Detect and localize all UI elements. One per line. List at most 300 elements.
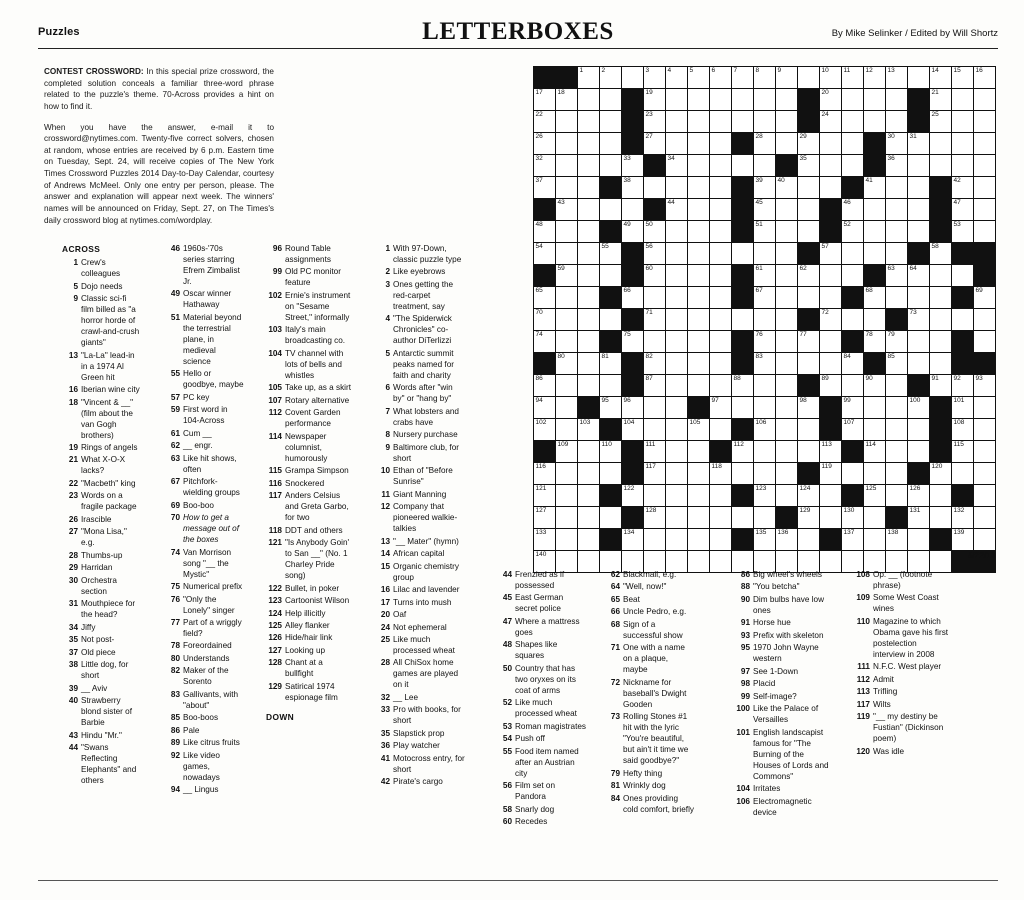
grid-cell[interactable] bbox=[842, 529, 864, 551]
grid-cell[interactable] bbox=[908, 529, 930, 551]
grid-cell[interactable] bbox=[908, 199, 930, 221]
grid-cell[interactable] bbox=[578, 155, 600, 177]
grid-cell[interactable] bbox=[842, 111, 864, 133]
grid-cell[interactable] bbox=[688, 133, 710, 155]
grid-cell[interactable] bbox=[666, 441, 688, 463]
clue-item[interactable] bbox=[62, 515, 140, 526]
grid-cell[interactable] bbox=[556, 529, 578, 551]
grid-cell[interactable] bbox=[842, 419, 864, 441]
grid-cell[interactable] bbox=[710, 177, 732, 199]
grid-cell[interactable] bbox=[908, 177, 930, 199]
clue-item[interactable] bbox=[374, 466, 466, 488]
clue-item[interactable] bbox=[604, 712, 694, 767]
grid-cell[interactable] bbox=[820, 177, 842, 199]
clue-item[interactable] bbox=[62, 563, 140, 574]
grid-cell[interactable] bbox=[732, 507, 754, 529]
grid-cell[interactable] bbox=[534, 177, 556, 199]
clue-item[interactable] bbox=[734, 582, 829, 593]
grid-cell[interactable] bbox=[732, 375, 754, 397]
clue-item[interactable] bbox=[496, 617, 586, 639]
clue-item[interactable] bbox=[604, 620, 694, 642]
grid-cell[interactable] bbox=[688, 67, 710, 89]
clue-item[interactable] bbox=[164, 393, 244, 404]
clue-item[interactable] bbox=[374, 658, 466, 691]
grid-cell[interactable] bbox=[666, 265, 688, 287]
grid-cell[interactable] bbox=[864, 375, 886, 397]
grid-cell[interactable] bbox=[710, 243, 732, 265]
grid-cell[interactable] bbox=[688, 287, 710, 309]
grid-cell[interactable] bbox=[952, 199, 974, 221]
clue-item[interactable] bbox=[734, 784, 829, 795]
clue-item[interactable] bbox=[374, 729, 466, 740]
grid-cell[interactable] bbox=[688, 353, 710, 375]
grid-cell[interactable] bbox=[600, 463, 622, 485]
grid-cell[interactable] bbox=[556, 265, 578, 287]
clue-item[interactable] bbox=[374, 705, 466, 727]
clue-item[interactable] bbox=[374, 502, 466, 535]
grid-cell[interactable] bbox=[886, 199, 908, 221]
clue-item[interactable] bbox=[164, 405, 244, 427]
clue-item[interactable] bbox=[62, 443, 140, 454]
grid-cell[interactable] bbox=[556, 89, 578, 111]
grid-cell[interactable] bbox=[556, 133, 578, 155]
clue-item[interactable] bbox=[62, 351, 140, 384]
grid-cell[interactable] bbox=[820, 287, 842, 309]
grid-cell[interactable] bbox=[622, 287, 644, 309]
grid-cell[interactable] bbox=[776, 309, 798, 331]
grid-cell[interactable] bbox=[864, 111, 886, 133]
clue-item[interactable] bbox=[266, 526, 351, 537]
grid-cell[interactable] bbox=[666, 419, 688, 441]
grid-cell[interactable] bbox=[952, 133, 974, 155]
grid-cell[interactable] bbox=[886, 419, 908, 441]
clue-item[interactable] bbox=[266, 325, 351, 347]
clue-item[interactable] bbox=[266, 491, 351, 524]
grid-cell[interactable] bbox=[842, 353, 864, 375]
grid-cell[interactable] bbox=[974, 177, 996, 199]
clue-item[interactable] bbox=[62, 479, 140, 490]
grid-cell[interactable] bbox=[578, 507, 600, 529]
grid-cell[interactable] bbox=[666, 485, 688, 507]
clue-item[interactable] bbox=[374, 537, 466, 548]
clue-item[interactable] bbox=[604, 570, 694, 581]
clue-item[interactable] bbox=[266, 244, 351, 266]
clue-item[interactable] bbox=[374, 549, 466, 560]
grid-cell[interactable] bbox=[622, 529, 644, 551]
grid-cell[interactable] bbox=[776, 111, 798, 133]
grid-cell[interactable] bbox=[578, 529, 600, 551]
grid-cell[interactable] bbox=[622, 397, 644, 419]
grid-cell[interactable] bbox=[930, 133, 952, 155]
grid-cell[interactable] bbox=[864, 287, 886, 309]
clue-item[interactable] bbox=[604, 607, 694, 618]
grid-cell[interactable] bbox=[864, 397, 886, 419]
clue-item[interactable] bbox=[164, 548, 244, 581]
grid-cell[interactable] bbox=[578, 177, 600, 199]
grid-cell[interactable] bbox=[798, 199, 820, 221]
grid-cell[interactable] bbox=[886, 353, 908, 375]
clue-item[interactable] bbox=[734, 679, 829, 690]
grid-cell[interactable] bbox=[666, 221, 688, 243]
grid-cell[interactable] bbox=[886, 133, 908, 155]
clue-item[interactable] bbox=[62, 455, 140, 477]
grid-cell[interactable] bbox=[688, 331, 710, 353]
grid-cell[interactable] bbox=[952, 397, 974, 419]
clue-item[interactable] bbox=[496, 734, 586, 745]
grid-cell[interactable] bbox=[974, 419, 996, 441]
clue-item[interactable] bbox=[62, 648, 140, 659]
grid-cell[interactable] bbox=[864, 485, 886, 507]
grid-cell[interactable] bbox=[754, 177, 776, 199]
clue-item[interactable] bbox=[496, 570, 586, 592]
clue-item[interactable] bbox=[266, 408, 351, 430]
clue-item[interactable] bbox=[854, 593, 949, 615]
clue-item[interactable] bbox=[604, 678, 694, 711]
grid-cell[interactable] bbox=[864, 331, 886, 353]
grid-cell[interactable] bbox=[578, 419, 600, 441]
clue-item[interactable] bbox=[496, 747, 586, 780]
grid-cell[interactable] bbox=[666, 67, 688, 89]
clue-item[interactable] bbox=[604, 582, 694, 593]
grid-cell[interactable] bbox=[534, 397, 556, 419]
grid-cell[interactable] bbox=[710, 309, 732, 331]
grid-cell[interactable] bbox=[776, 243, 798, 265]
grid-cell[interactable] bbox=[864, 309, 886, 331]
grid-cell[interactable] bbox=[908, 419, 930, 441]
grid-cell[interactable] bbox=[974, 529, 996, 551]
grid-cell[interactable] bbox=[820, 331, 842, 353]
grid-cell[interactable] bbox=[820, 375, 842, 397]
grid-cell[interactable] bbox=[864, 463, 886, 485]
grid-cell[interactable] bbox=[578, 441, 600, 463]
clue-item[interactable] bbox=[62, 385, 140, 396]
grid-cell[interactable] bbox=[820, 485, 842, 507]
grid-cell[interactable] bbox=[798, 331, 820, 353]
grid-cell[interactable] bbox=[732, 309, 754, 331]
grid-cell[interactable] bbox=[930, 155, 952, 177]
clue-item[interactable] bbox=[62, 635, 140, 646]
clue-item[interactable] bbox=[62, 684, 140, 695]
grid-cell[interactable] bbox=[600, 397, 622, 419]
grid-cell[interactable] bbox=[864, 507, 886, 529]
grid-cell[interactable] bbox=[776, 485, 798, 507]
grid-cell[interactable] bbox=[908, 287, 930, 309]
grid-cell[interactable] bbox=[556, 485, 578, 507]
grid-cell[interactable] bbox=[644, 89, 666, 111]
grid-cell[interactable] bbox=[776, 529, 798, 551]
grid-cell[interactable] bbox=[886, 397, 908, 419]
grid-cell[interactable] bbox=[886, 67, 908, 89]
grid-cell[interactable] bbox=[534, 463, 556, 485]
clue-item[interactable] bbox=[496, 781, 586, 803]
clue-item[interactable] bbox=[496, 698, 586, 720]
grid-cell[interactable] bbox=[688, 221, 710, 243]
grid-cell[interactable] bbox=[908, 67, 930, 89]
grid-cell[interactable] bbox=[622, 155, 644, 177]
clue-item[interactable] bbox=[266, 658, 351, 680]
grid-cell[interactable] bbox=[776, 177, 798, 199]
clue-item[interactable] bbox=[62, 599, 140, 621]
clue-item[interactable] bbox=[374, 777, 466, 788]
grid-cell[interactable] bbox=[974, 309, 996, 331]
grid-cell[interactable] bbox=[908, 331, 930, 353]
grid-cell[interactable] bbox=[930, 463, 952, 485]
grid-cell[interactable] bbox=[534, 529, 556, 551]
grid-cell[interactable] bbox=[776, 89, 798, 111]
grid-cell[interactable] bbox=[534, 221, 556, 243]
grid-cell[interactable] bbox=[798, 485, 820, 507]
grid-cell[interactable] bbox=[886, 287, 908, 309]
grid-cell[interactable] bbox=[556, 353, 578, 375]
grid-cell[interactable] bbox=[534, 309, 556, 331]
grid-cell[interactable] bbox=[930, 111, 952, 133]
clue-item[interactable] bbox=[266, 682, 351, 704]
clue-item[interactable] bbox=[374, 585, 466, 596]
grid-cell[interactable] bbox=[732, 67, 754, 89]
grid-cell[interactable] bbox=[688, 419, 710, 441]
grid-cell[interactable] bbox=[930, 89, 952, 111]
grid-cell[interactable] bbox=[952, 177, 974, 199]
clue-item[interactable] bbox=[854, 712, 949, 745]
clue-item[interactable] bbox=[164, 313, 244, 368]
grid-cell[interactable] bbox=[534, 287, 556, 309]
grid-cell[interactable] bbox=[688, 177, 710, 199]
clue-item[interactable] bbox=[266, 479, 351, 490]
grid-cell[interactable] bbox=[864, 221, 886, 243]
grid-cell[interactable] bbox=[776, 375, 798, 397]
grid-cell[interactable] bbox=[710, 155, 732, 177]
grid-cell[interactable] bbox=[974, 331, 996, 353]
grid-cell[interactable] bbox=[864, 529, 886, 551]
grid-cell[interactable] bbox=[952, 507, 974, 529]
grid-cell[interactable] bbox=[930, 265, 952, 287]
clue-item[interactable] bbox=[374, 383, 466, 405]
grid-cell[interactable] bbox=[776, 67, 798, 89]
grid-cell[interactable] bbox=[754, 507, 776, 529]
grid-cell[interactable] bbox=[842, 89, 864, 111]
grid-cell[interactable] bbox=[578, 287, 600, 309]
clue-item[interactable] bbox=[62, 660, 140, 682]
grid-cell[interactable] bbox=[798, 67, 820, 89]
grid-cell[interactable] bbox=[578, 67, 600, 89]
grid-cell[interactable] bbox=[600, 89, 622, 111]
grid-cell[interactable] bbox=[710, 331, 732, 353]
clue-item[interactable] bbox=[164, 618, 244, 640]
clue-item[interactable] bbox=[62, 398, 140, 442]
grid-cell[interactable] bbox=[600, 133, 622, 155]
grid-cell[interactable] bbox=[952, 89, 974, 111]
clue-item[interactable] bbox=[374, 635, 466, 657]
clue-item[interactable] bbox=[164, 654, 244, 665]
grid-cell[interactable] bbox=[644, 177, 666, 199]
grid-cell[interactable] bbox=[688, 463, 710, 485]
grid-cell[interactable] bbox=[798, 177, 820, 199]
grid-cell[interactable] bbox=[666, 177, 688, 199]
grid-cell[interactable] bbox=[908, 155, 930, 177]
grid-cell[interactable] bbox=[534, 485, 556, 507]
grid-cell[interactable] bbox=[820, 155, 842, 177]
clue-item[interactable] bbox=[854, 570, 949, 592]
grid-cell[interactable] bbox=[842, 309, 864, 331]
clue-item[interactable] bbox=[164, 595, 244, 617]
grid-cell[interactable] bbox=[886, 463, 908, 485]
clue-item[interactable] bbox=[266, 633, 351, 644]
clue-item[interactable] bbox=[62, 743, 140, 787]
clue-item[interactable] bbox=[854, 687, 949, 698]
grid-cell[interactable] bbox=[974, 221, 996, 243]
clue-item[interactable] bbox=[266, 396, 351, 407]
grid-cell[interactable] bbox=[578, 111, 600, 133]
clue-item[interactable] bbox=[496, 640, 586, 662]
grid-cell[interactable] bbox=[732, 111, 754, 133]
clue-item[interactable] bbox=[374, 430, 466, 441]
clue-item[interactable] bbox=[604, 643, 694, 676]
grid-cell[interactable] bbox=[578, 265, 600, 287]
clue-item[interactable] bbox=[266, 621, 351, 632]
grid-cell[interactable] bbox=[864, 243, 886, 265]
grid-cell[interactable] bbox=[578, 463, 600, 485]
grid-cell[interactable] bbox=[842, 67, 864, 89]
clue-item[interactable] bbox=[62, 731, 140, 742]
grid-cell[interactable] bbox=[952, 441, 974, 463]
clue-item[interactable] bbox=[374, 443, 466, 465]
grid-cell[interactable] bbox=[578, 485, 600, 507]
grid-cell[interactable] bbox=[666, 309, 688, 331]
grid-cell[interactable] bbox=[710, 507, 732, 529]
grid-cell[interactable] bbox=[556, 199, 578, 221]
grid-cell[interactable] bbox=[578, 331, 600, 353]
clue-item[interactable] bbox=[734, 595, 829, 617]
clue-item[interactable] bbox=[604, 781, 694, 792]
grid-cell[interactable] bbox=[600, 243, 622, 265]
grid-cell[interactable] bbox=[688, 309, 710, 331]
grid-cell[interactable] bbox=[930, 353, 952, 375]
grid-cell[interactable] bbox=[556, 419, 578, 441]
grid-cell[interactable] bbox=[644, 529, 666, 551]
grid-cell[interactable] bbox=[952, 111, 974, 133]
grid-cell[interactable] bbox=[644, 111, 666, 133]
grid-cell[interactable] bbox=[534, 243, 556, 265]
grid-cell[interactable] bbox=[666, 89, 688, 111]
clue-item[interactable] bbox=[266, 584, 351, 595]
grid-cell[interactable] bbox=[644, 243, 666, 265]
grid-cell[interactable] bbox=[930, 375, 952, 397]
clue-item[interactable] bbox=[374, 562, 466, 584]
clue-item[interactable] bbox=[266, 383, 351, 394]
clue-item[interactable] bbox=[164, 690, 244, 712]
clue-item[interactable] bbox=[266, 466, 351, 477]
grid-cell[interactable] bbox=[556, 463, 578, 485]
grid-cell[interactable] bbox=[952, 463, 974, 485]
grid-cell[interactable] bbox=[644, 375, 666, 397]
grid-cell[interactable] bbox=[644, 507, 666, 529]
grid-cell[interactable] bbox=[710, 67, 732, 89]
grid-cell[interactable] bbox=[798, 221, 820, 243]
grid-cell[interactable] bbox=[952, 309, 974, 331]
grid-cell[interactable] bbox=[666, 397, 688, 419]
grid-cell[interactable] bbox=[644, 397, 666, 419]
grid-cell[interactable] bbox=[908, 441, 930, 463]
grid-cell[interactable] bbox=[886, 331, 908, 353]
grid-cell[interactable] bbox=[622, 419, 644, 441]
grid-cell[interactable] bbox=[688, 265, 710, 287]
grid-cell[interactable] bbox=[754, 155, 776, 177]
clue-item[interactable] bbox=[266, 596, 351, 607]
grid-cell[interactable] bbox=[842, 265, 864, 287]
grid-cell[interactable] bbox=[556, 331, 578, 353]
grid-cell[interactable] bbox=[732, 155, 754, 177]
grid-cell[interactable] bbox=[754, 485, 776, 507]
grid-cell[interactable] bbox=[688, 199, 710, 221]
grid-cell[interactable] bbox=[842, 221, 864, 243]
grid-cell[interactable] bbox=[798, 441, 820, 463]
clue-item[interactable] bbox=[734, 728, 829, 783]
grid-cell[interactable] bbox=[974, 111, 996, 133]
grid-cell[interactable] bbox=[908, 309, 930, 331]
grid-cell[interactable] bbox=[776, 331, 798, 353]
grid-cell[interactable] bbox=[952, 155, 974, 177]
grid-cell[interactable] bbox=[688, 111, 710, 133]
grid-cell[interactable] bbox=[710, 199, 732, 221]
grid-cell[interactable] bbox=[798, 133, 820, 155]
grid-cell[interactable] bbox=[578, 221, 600, 243]
grid-cell[interactable] bbox=[930, 331, 952, 353]
clue-item[interactable] bbox=[62, 258, 140, 280]
grid-cell[interactable] bbox=[974, 133, 996, 155]
grid-cell[interactable] bbox=[886, 265, 908, 287]
grid-cell[interactable] bbox=[600, 353, 622, 375]
grid-cell[interactable] bbox=[600, 265, 622, 287]
grid-cell[interactable] bbox=[710, 419, 732, 441]
grid-cell[interactable] bbox=[710, 353, 732, 375]
clue-item[interactable] bbox=[62, 576, 140, 598]
clue-item[interactable] bbox=[374, 490, 466, 501]
clue-item[interactable] bbox=[734, 570, 829, 581]
clue-item[interactable] bbox=[734, 643, 829, 665]
grid-cell[interactable] bbox=[842, 375, 864, 397]
grid-cell[interactable] bbox=[534, 155, 556, 177]
grid-cell[interactable] bbox=[556, 375, 578, 397]
grid-cell[interactable] bbox=[886, 529, 908, 551]
grid-cell[interactable] bbox=[974, 397, 996, 419]
clue-item[interactable] bbox=[62, 527, 140, 549]
grid-cell[interactable] bbox=[820, 67, 842, 89]
grid-cell[interactable] bbox=[886, 441, 908, 463]
grid-cell[interactable] bbox=[798, 265, 820, 287]
grid-cell[interactable] bbox=[600, 67, 622, 89]
clue-item[interactable] bbox=[734, 692, 829, 703]
grid-cell[interactable] bbox=[556, 177, 578, 199]
clue-item[interactable] bbox=[374, 267, 466, 278]
grid-cell[interactable] bbox=[798, 529, 820, 551]
grid-cell[interactable] bbox=[886, 221, 908, 243]
grid-cell[interactable] bbox=[974, 463, 996, 485]
clue-item[interactable] bbox=[854, 617, 949, 661]
grid-cell[interactable] bbox=[754, 133, 776, 155]
grid-cell[interactable] bbox=[798, 353, 820, 375]
grid-cell[interactable] bbox=[666, 133, 688, 155]
clue-item[interactable] bbox=[374, 314, 466, 347]
grid-cell[interactable] bbox=[644, 353, 666, 375]
grid-cell[interactable] bbox=[666, 199, 688, 221]
grid-cell[interactable] bbox=[974, 67, 996, 89]
grid-cell[interactable] bbox=[710, 221, 732, 243]
grid-cell[interactable] bbox=[534, 89, 556, 111]
grid-cell[interactable] bbox=[688, 89, 710, 111]
grid-cell[interactable] bbox=[622, 199, 644, 221]
grid-cell[interactable] bbox=[600, 441, 622, 463]
grid-cell[interactable] bbox=[930, 507, 952, 529]
